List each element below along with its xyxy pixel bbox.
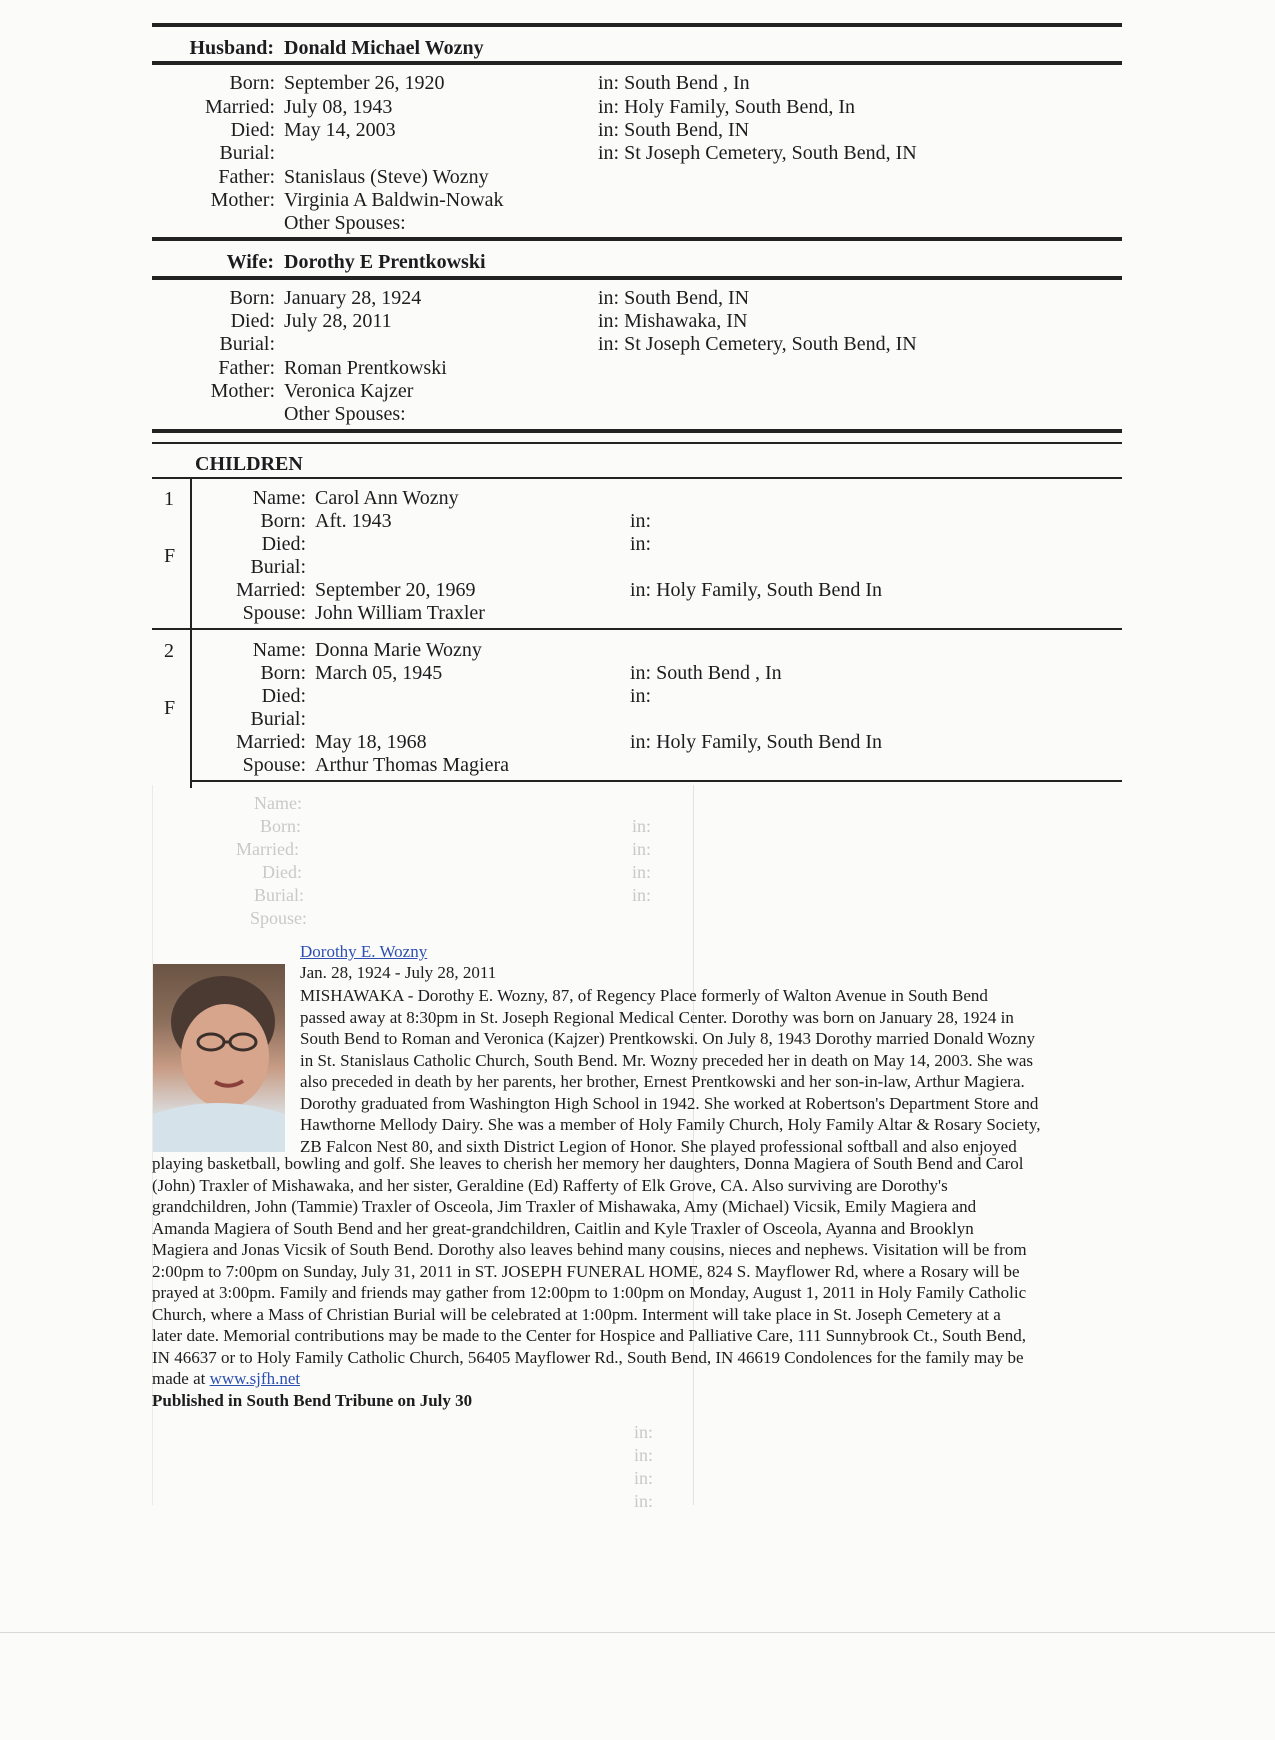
wife-died-value: July 28, 2011 [284, 310, 392, 332]
obituary-line: IN 46637 or to Holy Family Catholic Church, 56405 Mayflower Rd., South Bend, IN 46619 Condolences for the family may be [152, 1347, 1024, 1367]
obituary-line: MISHAWAKA - Dorothy E. Wozny, 87, of Regency Place formerly of Walton Avenue in South Bend [300, 986, 988, 1005]
wife-born-place: in: South Bend, IN [598, 287, 750, 309]
obituary-line: passed away at 8:30pm in St. Joseph Regional Medical Center. Dorothy was born on January 28, 1924 in [300, 1007, 1014, 1027]
ghost-label: Name: [254, 793, 302, 813]
child-1-name-label: Name: [252, 487, 306, 509]
husband-married-value: July 08, 1943 [284, 96, 393, 118]
children-rule-2 [152, 442, 1122, 444]
child-1-burial-label: Burial: [250, 556, 306, 578]
ghost-place: in: [634, 1468, 654, 1488]
children-heading: CHILDREN [195, 453, 303, 475]
husband-died-place: in: South Bend, IN [598, 119, 750, 141]
husband-mother-value: Virginia A Baldwin-Nowak [284, 189, 504, 211]
wife-name: Dorothy E Prentkowski [284, 251, 486, 273]
husband-rule [152, 61, 1122, 65]
ghost-label: Born: [260, 816, 302, 836]
child-1-married-label: Married: [236, 579, 306, 601]
wife-father-value: Roman Prentkowski [284, 357, 447, 379]
child-1-married-place: in: Holy Family, South Bend In [630, 579, 883, 601]
obituary-line: Amanda Magiera of South Bend and her great-grandchildren, Caitlin and Kyle Traxler of Osceola, Ayanna and Brooklyn [152, 1218, 974, 1238]
child-1-born-place: in: [630, 510, 652, 532]
child-1-spouse-value: John William Traxler [315, 602, 485, 624]
wife-other-spouses: Other Spouses: [284, 403, 406, 425]
obituary-line: prayed at 3:00pm. Family and friends may gather from 12:00pm to 1:00pm on Monday, August 1, 2011 in Holy Family Catholic [152, 1283, 1027, 1302]
child-1-spouse-label: Spouse: [242, 602, 306, 624]
wife-died-label: Died: [230, 310, 275, 332]
husband-married-place: in: Holy Family, South Bend, In [598, 96, 856, 118]
obituary-line: playing basketball, bowling and golf. She leaves to cherish her memory her daughters, Donna Magiera of South Bend and Carol [152, 1154, 1024, 1173]
ghost-label: Married: [236, 839, 299, 859]
obituary-line: (John) Traxler of Mishawaka, and her sister, Geraldine (Ed) Rafferty of Elk Grove, CA. Also surviving are Dorothy's [152, 1175, 948, 1195]
top-rule [152, 23, 1122, 27]
child-2-born-value: March 05, 1945 [315, 662, 443, 684]
child-2-married-label: Married: [236, 731, 306, 753]
husband-died-value: May 14, 2003 [284, 119, 396, 141]
child-1-born-label: Born: [260, 510, 306, 532]
wife-born-label: Born: [229, 287, 275, 309]
obituary-line: later date. Memorial contributions may be made to the Center for Hospice and Palliative Care, 111 Sunnybrook Ct., South Bend, [152, 1326, 1027, 1345]
wife-top-rule [152, 237, 1122, 241]
husband-name: Donald Michael Wozny [284, 37, 484, 59]
husband-born-place: in: South Bend , In [598, 72, 750, 94]
husband-burial-place: in: St Joseph Cemetery, South Bend, IN [598, 142, 917, 164]
child-1-name-value: Carol Ann Wozny [315, 487, 459, 509]
obituary-dates: Jan. 28, 1924 - July 28, 2011 [300, 963, 497, 982]
child-2-burial-label: Burial: [250, 708, 306, 730]
obituary-name-link[interactable] [300, 941, 427, 962]
wife-born-value: January 28, 1924 [284, 287, 422, 309]
child-2-name-label: Name: [252, 639, 306, 661]
child-1-married-value: September 20, 1969 [315, 579, 476, 601]
portrait-illustration [153, 964, 285, 1152]
published-note: Published in South Bend Tribune on July 30 [152, 1390, 473, 1410]
child-1-born-value: Aft. 1943 [315, 510, 392, 532]
obituary-line: 2:00pm to 7:00pm on Sunday, July 31, 2011 in ST. JOSEPH FUNERAL HOME, 824 S. Mayflower Rd, where a Rosary will be [152, 1261, 1020, 1281]
obituary-line: Dorothy graduated from Washington High School in 1942. She worked at Robertson's Department Store and [300, 1093, 1039, 1113]
ghost-place: in: [634, 1422, 654, 1442]
husband-other-spouses: Other Spouses: [284, 212, 406, 234]
husband-born-label: Born: [229, 72, 275, 94]
wife-mother-value: Veronica Kajzer [284, 380, 414, 402]
children-header-rule [152, 477, 1122, 479]
ghost-label: Burial: [254, 885, 304, 905]
husband-label: Husband: [189, 37, 274, 59]
husband-died-label: Died: [230, 119, 275, 141]
ghost-place: in: [632, 862, 652, 882]
child-2-sex: F [164, 697, 176, 719]
wife-burial-place: in: St Joseph Cemetery, South Bend, IN [598, 333, 917, 355]
husband-married-label: Married: [205, 96, 275, 118]
child-1-number: 1 [164, 488, 174, 510]
obituary-last-line [152, 1368, 1116, 1390]
husband-born-value: September 26, 1920 [284, 72, 445, 94]
husband-father-label: Father: [218, 166, 275, 188]
child-1-died-label: Died: [261, 533, 306, 555]
portrait-photo [153, 964, 285, 1152]
obituary-paragraph-top [300, 985, 1116, 1157]
child-2-died-label: Died: [261, 685, 306, 707]
obituary-paragraph-full [152, 1153, 1116, 1411]
wife-mother-label: Mother: [210, 380, 275, 402]
ghost-place: in: [632, 885, 652, 905]
obituary-line: South Bend to Roman and Veronica (Kajzer) Prentkowski. On July 8, 1943 Dorothy married Donald Wozny [300, 1029, 1036, 1048]
ghost-place: in: [634, 1445, 654, 1465]
children-top-rule [152, 429, 1122, 433]
child-2-spouse-value: Arthur Thomas Magiera [315, 754, 510, 776]
child-2-number: 2 [164, 640, 174, 662]
scan-edge-line [0, 1632, 1275, 1633]
child-1-died-place: in: [630, 533, 652, 555]
wife-label: Wife: [226, 251, 274, 273]
husband-father-value: Stanislaus (Steve) Wozny [284, 166, 489, 188]
children-bottom-rule [190, 780, 1122, 782]
wife-rule [152, 276, 1122, 280]
obituary-line: ZB Falcon Nest 80, and sixth District Legion of Honor. She played professional softball and also enjoyed [300, 1136, 1017, 1156]
ghost-place: in: [632, 816, 652, 836]
husband-burial-label: Burial: [219, 142, 275, 164]
child-2-married-place: in: Holy Family, South Bend In [630, 731, 883, 753]
child-1-sex: F [164, 545, 176, 567]
obituary-line: in St. Stanislaus Catholic Church, South Bend. Mr. Wozny preceded her in death on May 14, 2003. She was [300, 1050, 1034, 1070]
ghost-label: Spouse: [250, 908, 308, 928]
obituary-name[interactable]: Dorothy E. Wozny [300, 942, 428, 961]
funeral-home-website-link[interactable]: www.sjfh.net [209, 1369, 301, 1388]
obituary-line: Magiera and Jonas Vicsik of South Bend. Dorothy also leaves behind many cousins, nieces and nephews. Visitation will be from [152, 1240, 1027, 1259]
obituary-line: Hawthorne Mellody Dairy. She was a member of Holy Family Church, Holy Family Altar & Rosary Society, [300, 1115, 1041, 1134]
ghost-label: Died: [262, 862, 302, 882]
child-divider-rule [152, 628, 1122, 630]
child-2-name-value: Donna Marie Wozny [315, 639, 482, 661]
wife-burial-label: Burial: [219, 333, 275, 355]
child-2-spouse-label: Spouse: [242, 754, 306, 776]
obituary-line: Church, where a Mass of Christian Burial will be celebrated at 1:00pm. Interment will take place in St. Joseph Cemetery at a [152, 1304, 1001, 1324]
child-2-married-value: May 18, 1968 [315, 731, 427, 753]
ghost-place: in: [634, 1491, 654, 1511]
child-2-born-place: in: South Bend , In [630, 662, 782, 684]
obituary-last-line-prefix: made at [152, 1369, 210, 1388]
husband-mother-label: Mother: [210, 189, 275, 211]
wife-died-place: in: Mishawaka, IN [598, 310, 748, 332]
child-2-died-place: in: [630, 685, 652, 707]
ghost-place: in: [632, 839, 652, 859]
obituary-line: grandchildren, John (Tammie) Traxler of Osceola, Jim Traxler of Mishawaka, Amy (Michael) Vicsik, Emily Magiera and [152, 1197, 977, 1216]
wife-father-label: Father: [218, 357, 275, 379]
obituary-line: also preceded in death by her parents, her brother, Ernest Prentkowski and her son-in-law, Arthur Magiera. [300, 1072, 1025, 1091]
child-2-born-label: Born: [260, 662, 306, 684]
